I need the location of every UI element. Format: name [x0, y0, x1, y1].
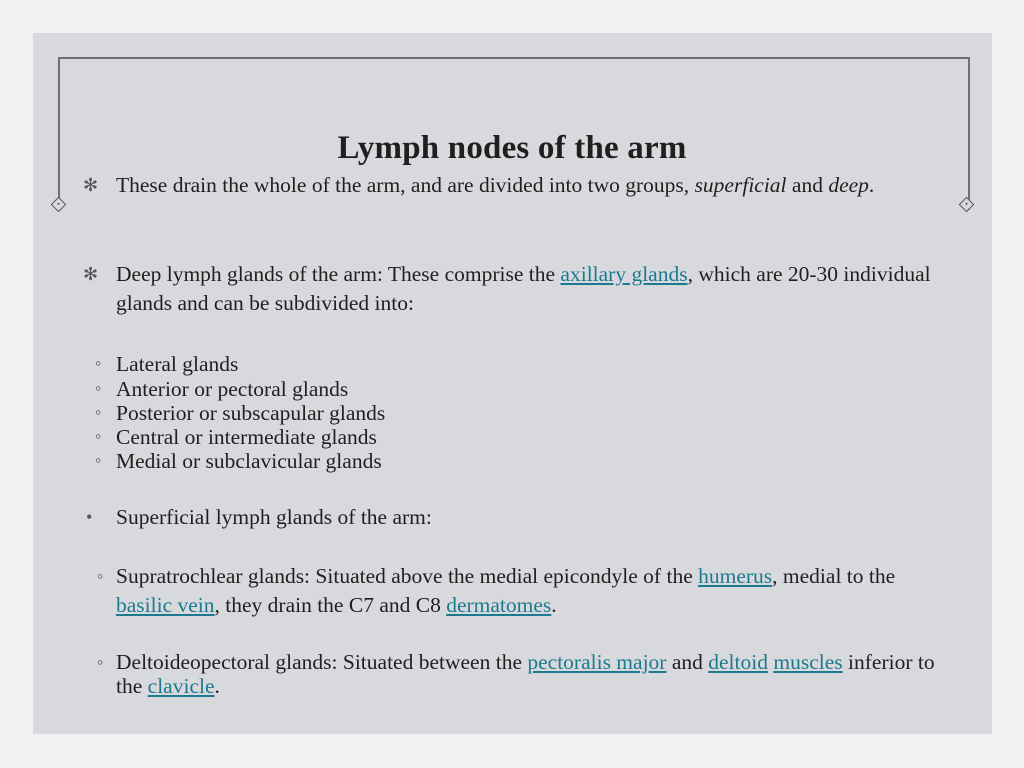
list-item: Lateral glands	[116, 352, 239, 376]
circle-bullet-icon: ◦	[95, 426, 102, 446]
star-bullet-icon: ✻	[83, 175, 99, 195]
circle-bullet-icon: ◦	[95, 402, 102, 422]
link-axillary-glands[interactable]: axillary glands	[560, 262, 688, 286]
slide-title: Lymph nodes of the arm	[337, 130, 687, 166]
circle-bullet-icon: ◦	[95, 353, 102, 373]
deltoideopectoral-item: Deltoideopectoral glands: Situated between the pectoralis major and deltoid muscles inferior to the clavicle.	[116, 650, 935, 699]
link-basilic-vein[interactable]: basilic vein	[116, 593, 215, 617]
supratrochlear-item: Supratrochlear glands: Situated above the medial epicondyle of the humerus, medial to the basilic vein, they drain the C7 and C8 dermatomes.	[116, 564, 896, 617]
dot-bullet-icon: •	[86, 507, 93, 527]
circle-bullet-icon: ◦	[97, 652, 104, 672]
list-item: Posterior or subscapular glands	[116, 401, 386, 425]
bullet-superficial-glands: Superficial lymph glands of the arm:	[116, 505, 432, 529]
link-muscles[interactable]: muscles	[773, 650, 843, 674]
link-pectoralis-major[interactable]: pectoralis major	[527, 650, 667, 674]
link-clavicle[interactable]: clavicle	[147, 674, 215, 699]
link-deltoid[interactable]: deltoid	[708, 650, 768, 674]
circle-bullet-icon: ◦	[95, 450, 102, 470]
bullet-deep-glands: Deep lymph glands of the arm: These comprise the axillary glands, which are 20-30 individual glands and can be subdivided into:	[116, 262, 931, 315]
list-item: Anterior or pectoral glands	[116, 377, 349, 401]
list-item: Medial or subclavicular glands	[116, 449, 382, 473]
link-humerus[interactable]: humerus	[698, 564, 773, 588]
bullet-intro: These drain the whole of the arm, and are divided into two groups, superficial and deep.	[116, 173, 875, 197]
star-bullet-icon: ✻	[83, 264, 99, 284]
circle-bullet-icon: ◦	[97, 566, 104, 586]
list-item: Central or intermediate glands	[116, 425, 377, 449]
link-dermatomes[interactable]: dermatomes	[446, 593, 552, 617]
circle-bullet-icon: ◦	[95, 378, 102, 398]
